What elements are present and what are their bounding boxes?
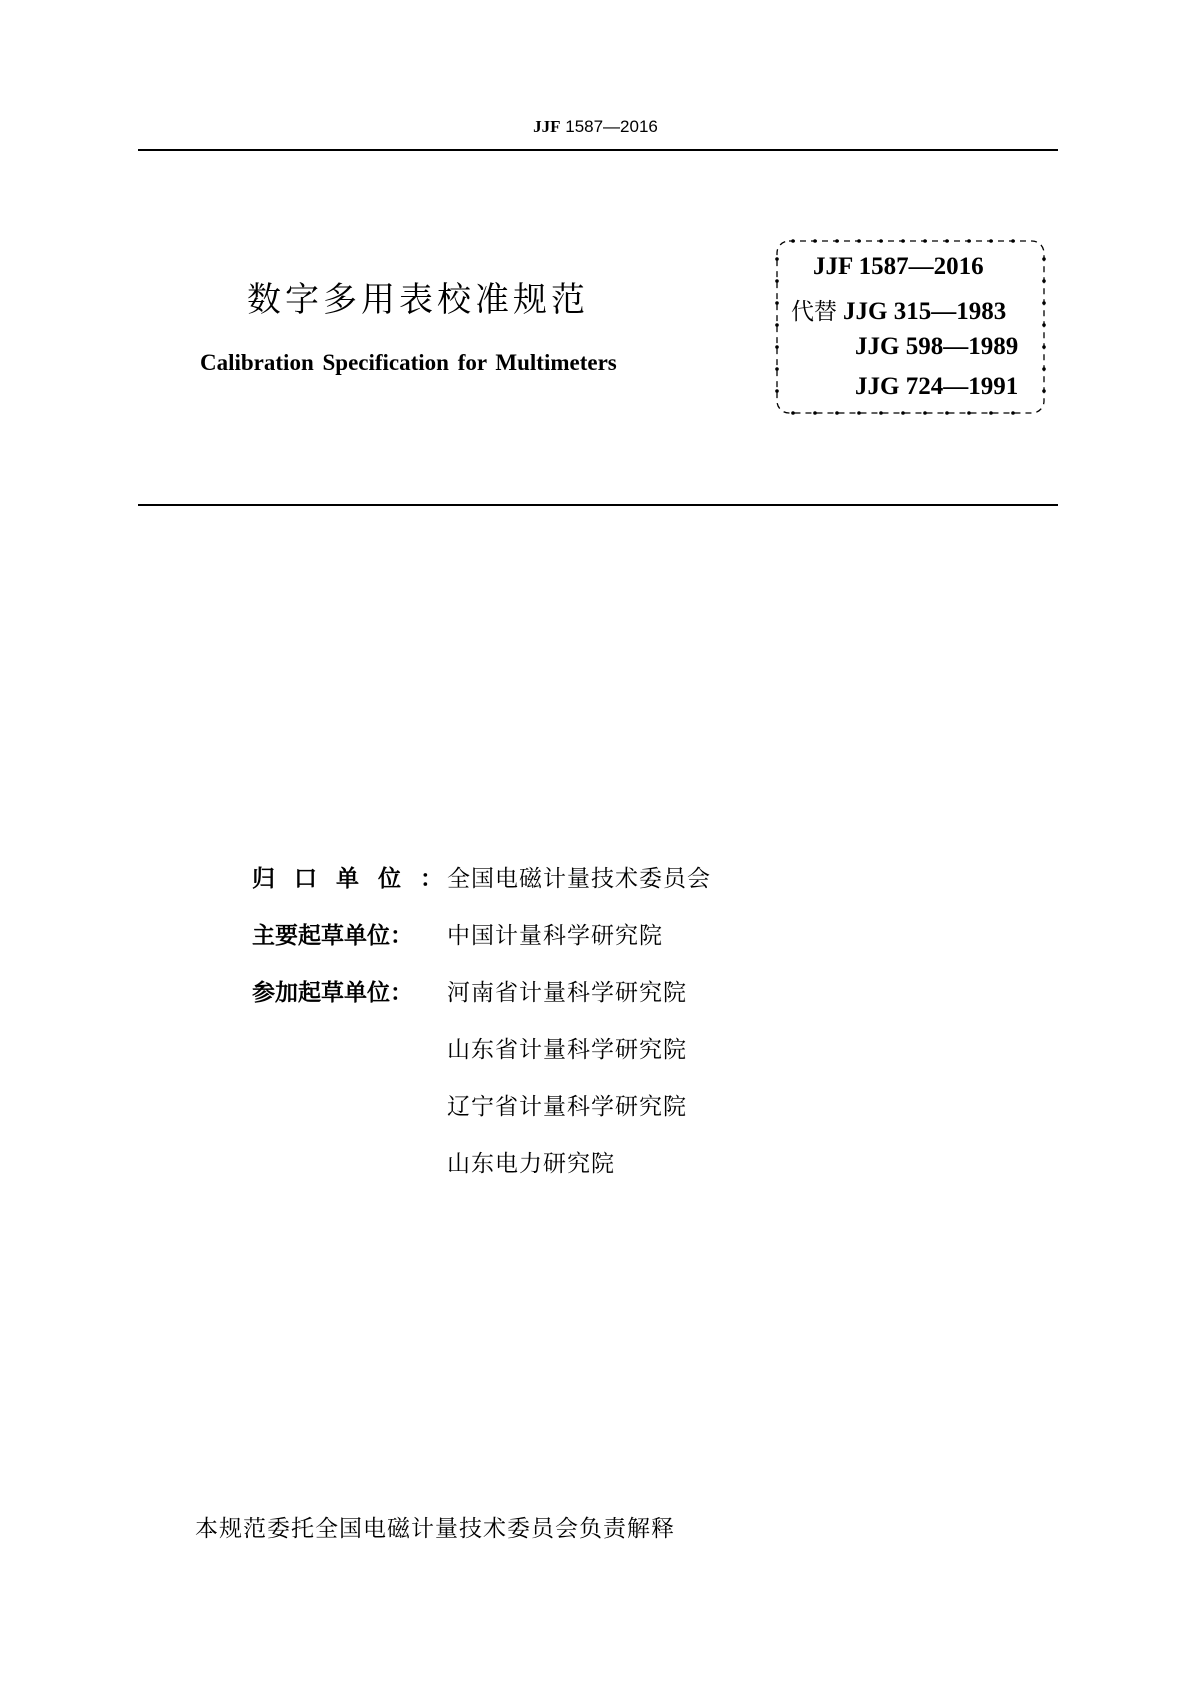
border-dot	[923, 239, 927, 243]
border-dot	[775, 301, 779, 305]
border-dot	[1042, 323, 1046, 327]
title-chinese: 数字多用表校准规范	[247, 280, 589, 320]
responsible-unit-value: 全国电磁计量技术委员会	[447, 866, 711, 892]
border-dot	[813, 239, 817, 243]
participating-drafter-value: 辽宁省计量科学研究院	[447, 1094, 687, 1120]
border-dot	[791, 411, 795, 415]
border-dot	[775, 367, 779, 371]
border-dot	[989, 239, 993, 243]
border-dot	[775, 389, 779, 393]
replaced-standard-code: JJG 724—1991	[855, 373, 1019, 400]
participating-drafter-value: 河南省计量科学研究院	[447, 980, 687, 1006]
border-dot	[1042, 301, 1046, 305]
participating-drafter-row	[252, 1031, 687, 1064]
border-dot	[857, 239, 861, 243]
border-dot	[879, 411, 883, 415]
running-header	[0, 117, 1191, 137]
participating-drafter-value: 山东省计量科学研究院	[447, 1037, 687, 1063]
responsible-unit-row	[252, 860, 711, 893]
replaced-standard-code: JJG 315—1983	[843, 298, 1007, 325]
border-dot	[989, 411, 993, 415]
header-standard-number: 1587—2016	[565, 117, 658, 136]
border-dot	[775, 323, 779, 327]
border-dot	[791, 239, 795, 243]
border-dot	[945, 239, 949, 243]
main-drafter-label: 主要起草单位：	[252, 923, 413, 949]
border-dot	[923, 411, 927, 415]
main-drafter-row	[252, 917, 663, 950]
replaced-standard-code: JJG 598—1989	[855, 333, 1019, 360]
participating-drafter-row	[252, 1145, 615, 1178]
border-dot	[775, 345, 779, 349]
border-dot	[1011, 239, 1015, 243]
border-dot	[775, 279, 779, 283]
border-dot	[857, 411, 861, 415]
current-standard-code: JJF 1587—2016	[813, 253, 984, 280]
border-dot	[835, 239, 839, 243]
replaces-label: 代替	[791, 299, 837, 325]
border-dot	[1042, 367, 1046, 371]
border-dot	[1042, 279, 1046, 283]
border-dot	[967, 239, 971, 243]
border-dot	[901, 411, 905, 415]
border-dot	[879, 239, 883, 243]
standard-code-box	[773, 237, 1048, 417]
participating-drafter-value: 山东电力研究院	[447, 1151, 615, 1177]
border-dot	[1042, 257, 1046, 261]
participating-drafter-row	[252, 974, 687, 1007]
main-drafter-value: 中国计量科学研究院	[447, 923, 663, 949]
border-dot	[945, 411, 949, 415]
participating-drafter-row	[252, 1088, 687, 1121]
border-dot	[1011, 411, 1015, 415]
header-standard-code: JJF	[533, 117, 561, 136]
title-english: Calibration Specification for Multimeters	[200, 350, 617, 375]
border-dot	[1042, 389, 1046, 393]
border-dot	[813, 411, 817, 415]
top-rule	[138, 149, 1058, 151]
border-dot	[775, 257, 779, 261]
bottom-rule	[138, 504, 1058, 506]
border-dot	[901, 239, 905, 243]
border-dot	[835, 411, 839, 415]
interpretation-note: 本规范委托全国电磁计量技术委员会负责解释	[195, 1516, 675, 1542]
replaced-standard-line-1	[791, 293, 1006, 326]
participating-drafter-label: 参加起草单位：	[252, 980, 413, 1006]
border-dot	[967, 411, 971, 415]
border-dot	[1042, 345, 1046, 349]
responsible-unit-label: 归口单位：	[252, 866, 462, 892]
